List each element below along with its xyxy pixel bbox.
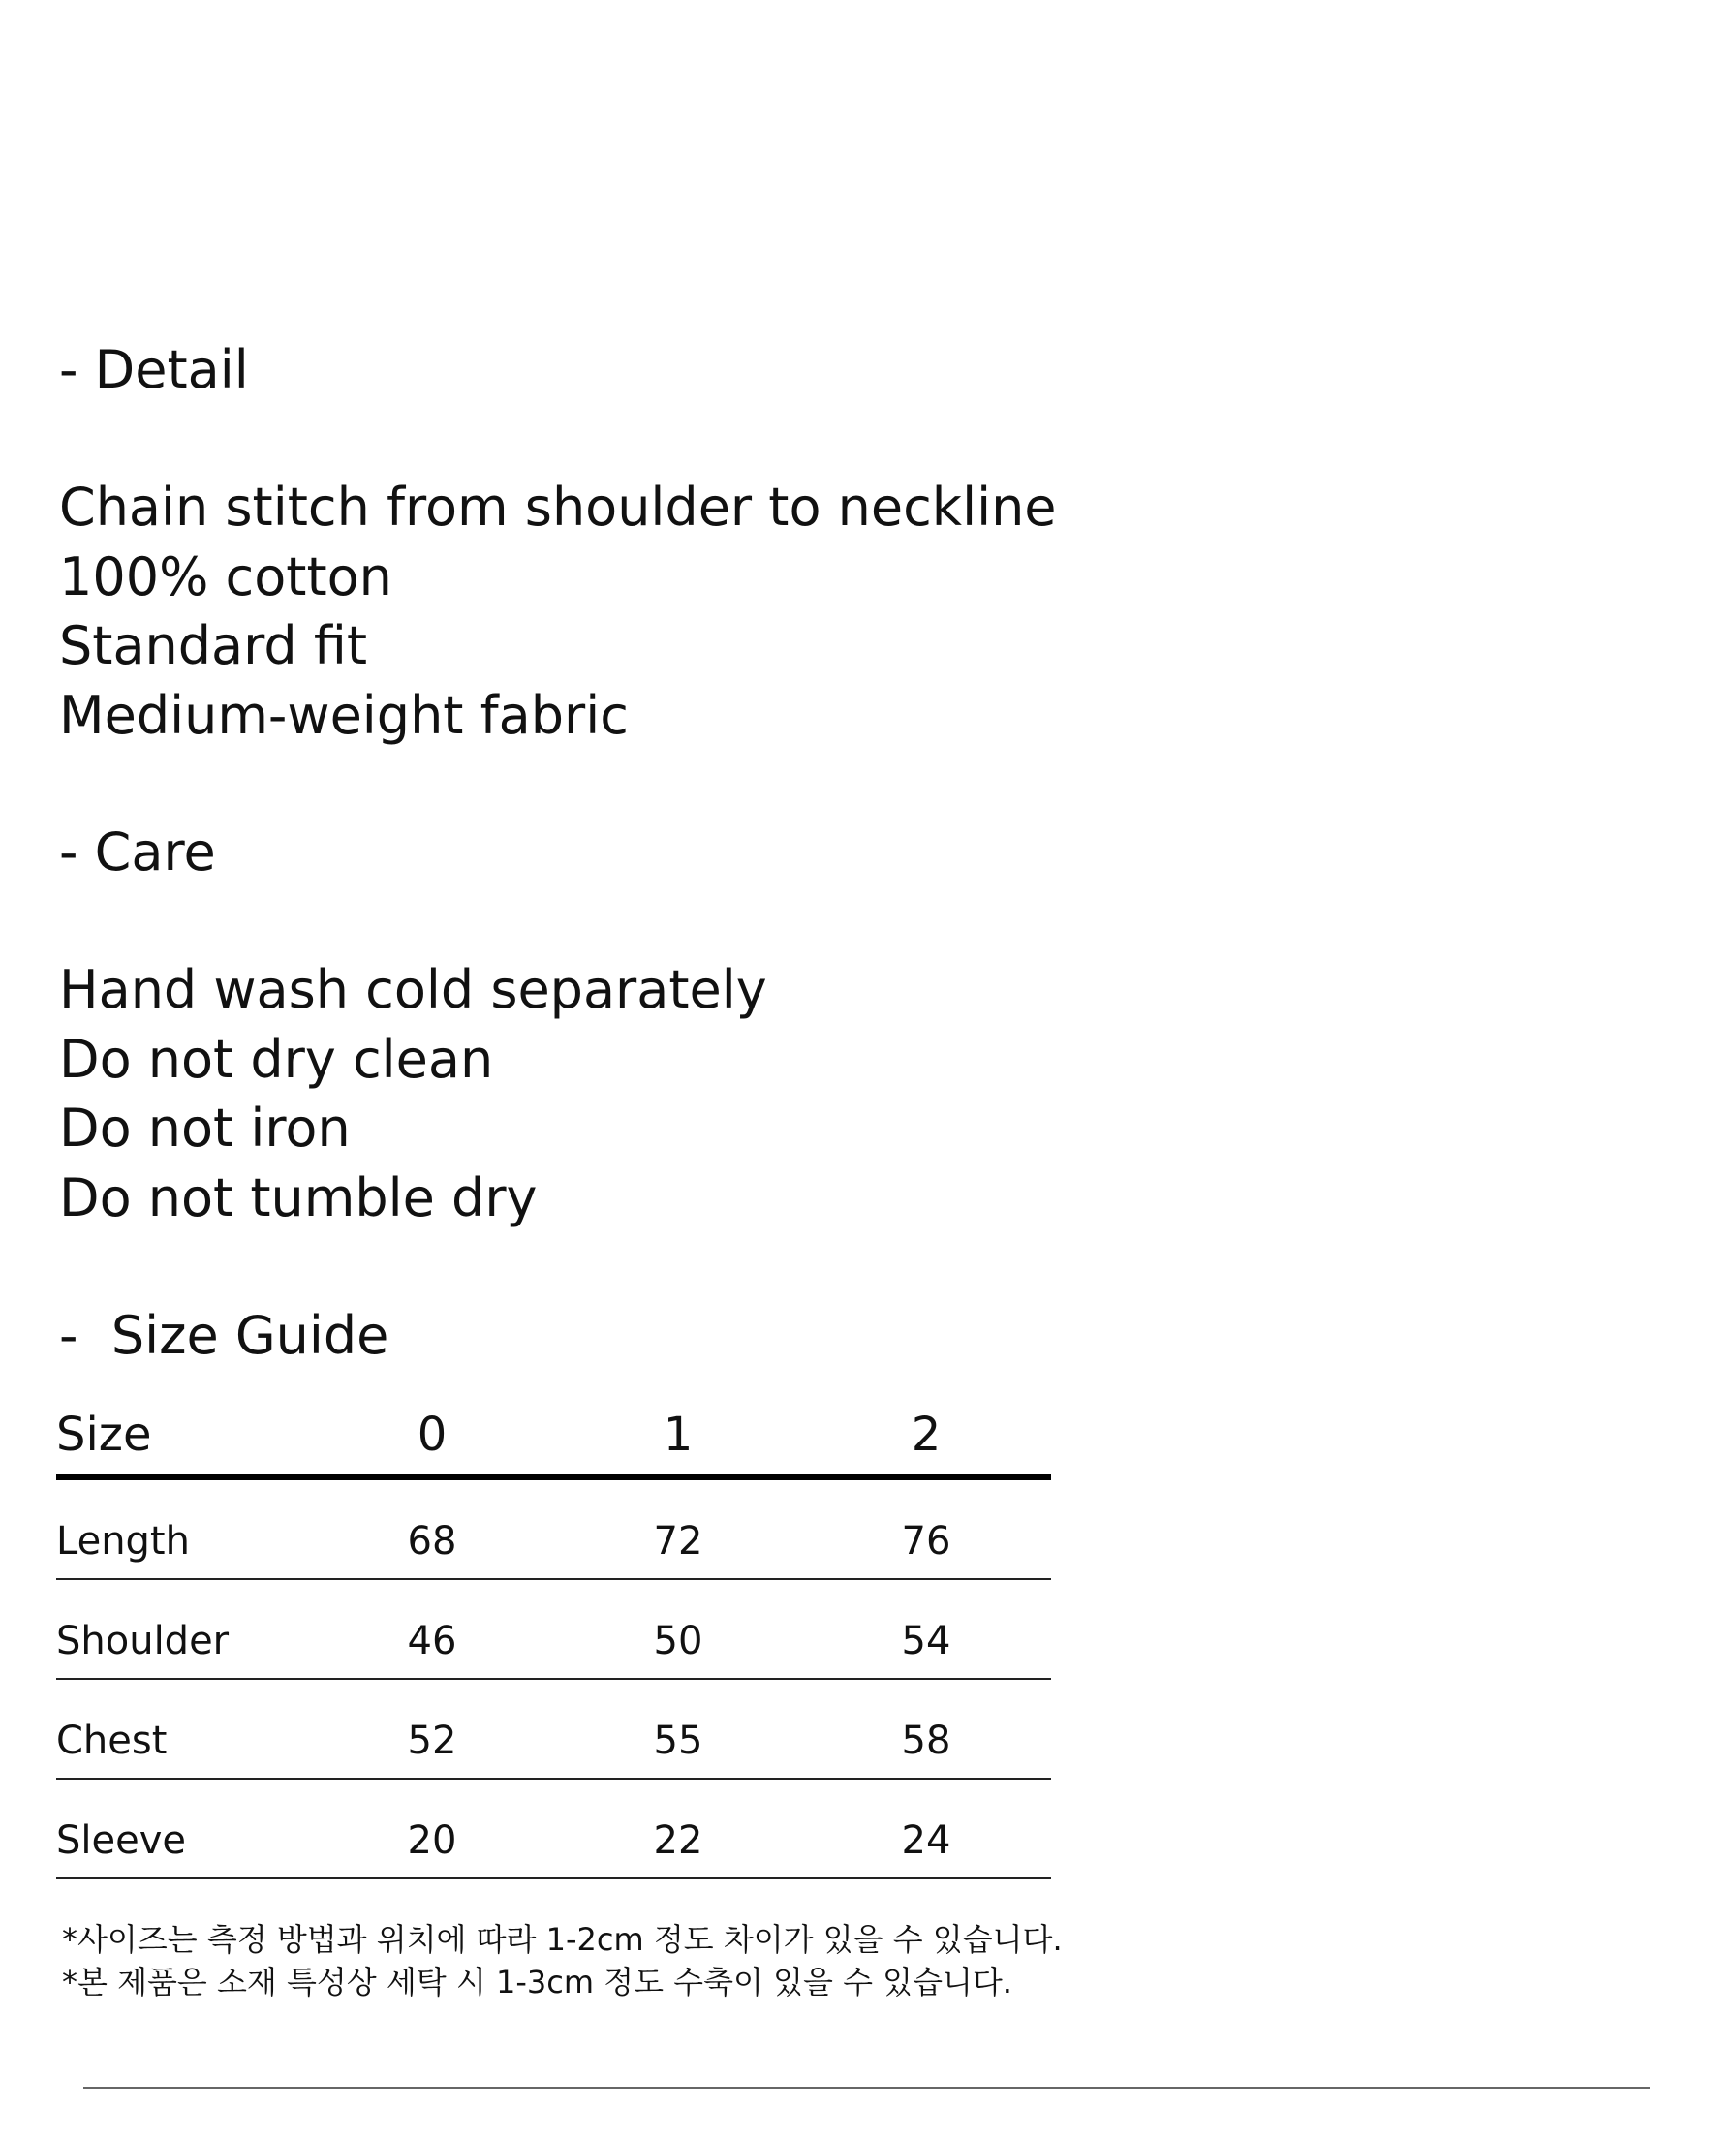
detail-heading: - Detail (59, 339, 249, 400)
row-value-size-1: 50 (653, 1619, 703, 1663)
table-row (56, 1780, 1051, 1879)
table-row (56, 1580, 1051, 1680)
care-line: Hand wash cold separately (59, 959, 767, 1020)
row-value-size-0: 68 (407, 1519, 457, 1564)
row-value-size-1: 55 (653, 1719, 703, 1763)
row-value-size-2: 54 (901, 1619, 951, 1663)
row-value-size-0: 46 (407, 1619, 457, 1663)
size-note: *사이즈는 측정 방법과 위치에 따라 1-2cm 정도 차이가 있을 수 있습니다. (62, 1921, 1063, 1958)
row-value-size-1: 72 (653, 1519, 703, 1564)
row-value-size-1: 22 (653, 1818, 703, 1863)
size-header-2: 2 (911, 1408, 942, 1462)
table-row (56, 1480, 1051, 1580)
size-table-header (56, 1402, 1051, 1480)
care-heading: - Care (59, 822, 216, 883)
care-list (59, 955, 767, 1232)
row-label: Shoulder (56, 1619, 230, 1663)
detail-line: Medium-weight fabric (59, 684, 629, 746)
row-label: Sleeve (56, 1818, 187, 1863)
row-value-size-2: 76 (901, 1519, 951, 1564)
row-label: Length (56, 1519, 190, 1564)
row-value-size-2: 58 (901, 1719, 951, 1763)
row-value-size-0: 52 (407, 1719, 457, 1763)
size-header-label: Size (56, 1408, 152, 1462)
detail-line: Chain stitch from shoulder to neckline (59, 477, 1057, 538)
size-note: *본 제품은 소재 특성상 세탁 시 1-3cm 정도 수축이 있을 수 있습니다. (62, 1964, 1012, 2000)
bottom-divider (83, 2087, 1650, 2089)
size-header-0: 0 (417, 1408, 448, 1462)
size-guide-table (56, 1402, 1051, 1879)
care-line: Do not iron (59, 1098, 351, 1159)
detail-line: Standard fit (59, 615, 368, 676)
row-label: Chest (56, 1719, 168, 1763)
detail-list (59, 473, 1057, 750)
row-value-size-0: 20 (407, 1818, 457, 1863)
care-line: Do not tumble dry (59, 1166, 538, 1228)
care-line: Do not dry clean (59, 1028, 494, 1090)
row-value-size-2: 24 (901, 1818, 951, 1863)
size-header-1: 1 (663, 1408, 694, 1462)
table-row (56, 1680, 1051, 1780)
detail-line: 100% cotton (59, 545, 392, 607)
size-guide-heading: - Size Guide (59, 1305, 389, 1366)
size-notes (62, 1918, 1063, 2003)
